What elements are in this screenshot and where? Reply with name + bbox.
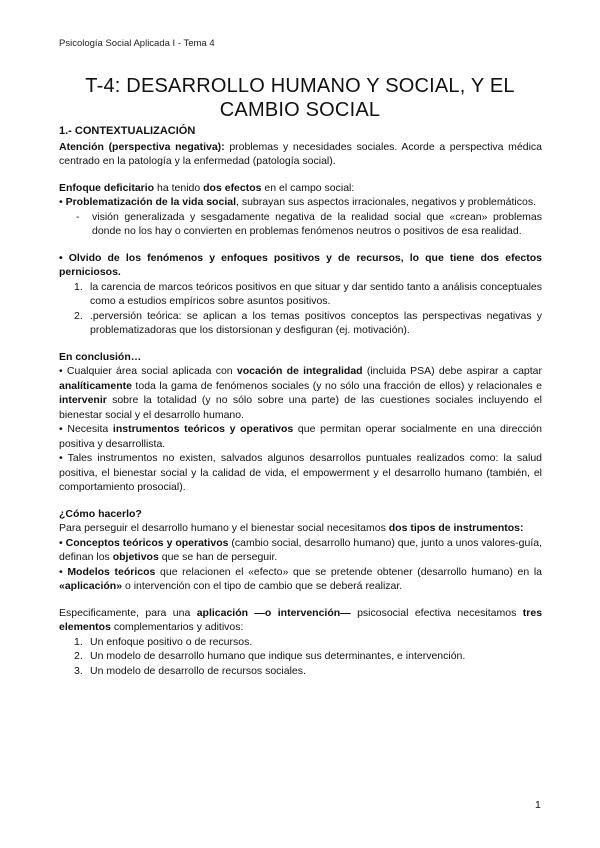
enfoque-text-2: en el campo social: xyxy=(261,181,355,194)
text-span: • Necesita xyxy=(59,423,113,435)
bold-term: vocación de integralidad xyxy=(236,365,363,377)
problematizacion-text: , subrayan sus aspectos irracionales, negativos y problemáticos. xyxy=(236,196,536,208)
como-paragraph-3 xyxy=(59,565,542,594)
bold-term: dos tipos de instrumentos: xyxy=(388,522,524,534)
list-number: 1. xyxy=(74,635,83,648)
dash-item-text: visión generalizada y sesgadamente negativa de la realidad social que «crean» problemas donde no los hay o convierten en problemas fenómenos neutros o positivos de esa realidad. xyxy=(92,210,542,237)
text-span: psicosocial efectiva necesitamos xyxy=(350,606,523,619)
text-span: (cambio social, desarrollo humano) que, junto a unos valores-guía, definan los xyxy=(59,536,543,563)
bold-term: tres elementos xyxy=(59,606,543,633)
page-number: 1 xyxy=(535,799,541,811)
bold-term: objetivos xyxy=(112,551,159,563)
document-title xyxy=(60,74,540,122)
problematizacion-term: Problematización de la vida social xyxy=(65,196,236,208)
atencion-paragraph xyxy=(59,140,542,169)
text-span: que relacionen el «efecto» que se pretende obtener (desarrollo humano) en la xyxy=(155,565,543,578)
list-number: 1. xyxy=(74,280,83,293)
como-heading xyxy=(59,507,542,522)
running-header: Psicología Social Aplicada I - Tema 4 xyxy=(59,38,215,49)
bold-term: aplicación —o intervención— xyxy=(196,606,351,619)
enfoque-term: Enfoque deficitario xyxy=(59,181,155,194)
title-line-2: CAMBIO SOCIAL xyxy=(219,99,381,121)
text-span: toda la gama de fenómenos sociales (y no sólo una fracción de ellos) y relacionales e xyxy=(131,379,542,392)
title-line-1: T-4: DESARROLLO HUMANO Y SOCIAL, Y EL xyxy=(85,75,515,97)
bold-term: analíticamente xyxy=(59,379,132,392)
como-paragraph-2 xyxy=(59,536,542,565)
olvido-list xyxy=(59,280,542,338)
conclusion-paragraph-1 xyxy=(59,364,542,422)
text-span: o intervención con el tipo de cambio que se deberá realizar. xyxy=(122,580,403,592)
enfoque-term-2: dos efectos xyxy=(203,181,262,194)
bold-term: instrumentos teóricos y operativos xyxy=(112,423,294,435)
conclusion-heading-text: En conclusión… xyxy=(59,350,142,363)
olvido-heading: Olvido de los fenómenos y enfoques positivos y de recursos, lo que tiene dos efectos perniciosos. xyxy=(59,251,542,278)
dash-marker: - xyxy=(76,210,80,223)
list-item xyxy=(59,280,542,309)
como-paragraph-1 xyxy=(59,521,542,536)
como-heading-text: ¿Cómo hacerlo? xyxy=(59,507,142,520)
text-span: que se han de perseguir. xyxy=(158,551,278,563)
list-item-text: .perversión teórica: se aplican a los temas positivos conceptos las perspectivas negativas y problematizadoras que los distorsionan y desfiguran (ej. motivación). xyxy=(90,309,542,336)
bold-term: intervenir xyxy=(59,394,107,406)
enfoque-paragraph xyxy=(59,181,542,196)
list-item-text: Un modelo de desarrollo de recursos sociales. xyxy=(90,664,306,677)
enfoque-text-1: ha tenido xyxy=(154,181,204,194)
list-number: 2. xyxy=(74,309,83,322)
text-span: Especificamente, para una xyxy=(59,606,197,619)
list-item-text: Un enfoque positivo o de recursos. xyxy=(90,635,253,648)
list-item xyxy=(59,635,542,650)
bold-term: Conceptos teóricos y operativos xyxy=(65,536,229,549)
problematizacion-paragraph xyxy=(59,195,542,210)
document-body xyxy=(59,124,542,678)
list-item xyxy=(59,309,542,338)
bullet-marker: • xyxy=(59,251,69,264)
text-span: (incluida PSA) debe aspirar a captar xyxy=(362,365,543,377)
list-number: 2. xyxy=(74,650,83,662)
conclusion-heading xyxy=(59,350,542,365)
bold-term: «aplicación» xyxy=(59,580,123,592)
text-span: sobre la totalidad (y no sólo sobre una parte) de las cuestiones sociales incluyendo el bienestar social y el desarrollo humano. xyxy=(59,394,542,421)
text-span: que permitan operar socialmente en una dirección positiva y desarrollista. xyxy=(59,423,542,450)
bullet-marker: • xyxy=(59,196,66,208)
conclusion-paragraph-2 xyxy=(59,422,542,451)
list-item-text: la carencia de marcos teóricos positivos en que situar y dar sentido tanto a análisis conceptuales como a estudios empíricos sobre asuntos positivos. xyxy=(90,280,542,307)
section-heading: 1.- CONTEXTUALIZACIÓN xyxy=(59,125,196,137)
conclusion-paragraph-3: • Tales instrumentos no existen, salvados algunos desarrollos puntuales realizados como: la salud positiva, el bienestar social y la calidad de vida, el empowerment y el desarrollo humano (también, el comportamiento prosocial). xyxy=(59,452,542,493)
elementos-list xyxy=(59,635,542,679)
text-span: Para perseguir el desarrollo humano y el bienestar social necesitamos xyxy=(59,522,389,534)
list-item-text: Un modelo de desarrollo humano que indique sus determinantes, e intervención. xyxy=(90,650,466,662)
bullet-marker: • xyxy=(59,536,66,549)
list-item xyxy=(59,649,542,664)
bullet-marker: • xyxy=(59,565,68,578)
text-span: complementarios y aditivos: xyxy=(110,621,244,633)
bold-term: Modelos teóricos xyxy=(67,565,156,578)
atencion-term: Atención (perspectiva negativa): xyxy=(59,140,225,153)
list-number: 3. xyxy=(74,664,83,677)
list-item xyxy=(59,664,542,679)
olvido-paragraph xyxy=(59,251,542,280)
especificamente-paragraph xyxy=(59,606,542,635)
text-span: • Cualquier área social aplicada con xyxy=(59,365,237,377)
dash-list-item xyxy=(59,210,542,239)
atencion-text: problemas y necesidades sociales. Acorde a perspectiva médica centrado en la patología y la enfermedad (patología social). xyxy=(59,140,542,167)
